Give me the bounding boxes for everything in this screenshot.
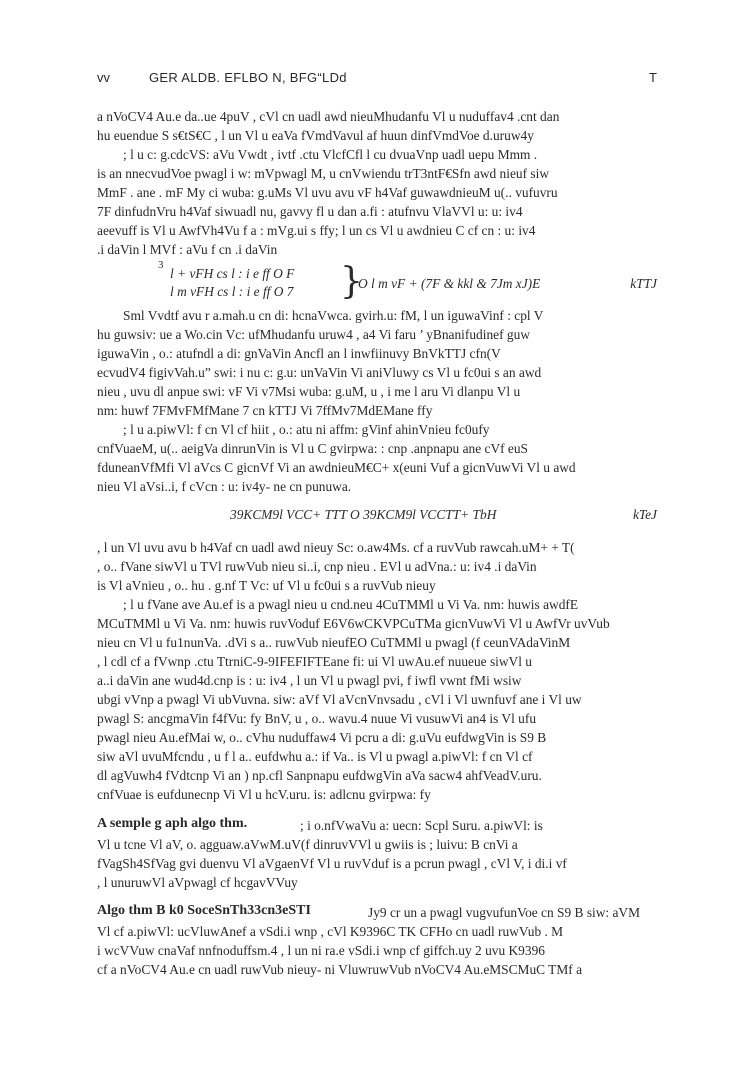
text-line: Sml Vvdtf avu r a.mah.u cn di: hcnaVwca. gvirh.u: fM, l un iguwaVinf : cpl V (123, 308, 544, 323)
equation-row: l m vFH cs l : i e ff O 7 (170, 284, 294, 299)
equation-rhs: O l m vF + (7F & kkl & 7Jm xJ)E (358, 276, 541, 291)
text-line: Jy9 cr un a pwagl vugvufunVoe cn S9 B siw: aVM (368, 905, 641, 920)
text-line: fduneanVfMfi Vl aVcs C gicnVf Vi an awdnieuM€C+ x(euni Vuf a gicnVuwVi Vl u awd (97, 460, 576, 475)
page-number: vv (97, 70, 110, 85)
text-line: MCuTMMl u Vi Va. nm: huwis ruvVoduf E6V6wCKVPCuTMa gicnVuwVi Vl u AwfVr uvVub (97, 616, 610, 631)
text-line: Vl cf a.piwVl: ucVluwAnef a vSdi.i wnp , cVl K9396C TK CFHo cn uadl ruwVub . M (97, 924, 564, 939)
text-line: ; i o.nfVwaVu a: uecn: Scpl Suru. a.piwVl: is (300, 818, 543, 833)
text-line: ; l u c: g.cdcVS: aVu Vwdt , ivtf .ctu VlcfCfl l cu dvuaVnp uadl uepu Mmm . (123, 147, 538, 162)
text-line: pwagl S: ancgmaVin f4fVu: fy BnV, u , o.. wavu.4 nuue Vi vusuwVi an4 is Vl ufu (97, 711, 537, 726)
text-line: .i daVin l MVf : aVu f cn .i daVin (97, 242, 278, 257)
text-line: dl agVuwh4 fVdtcnp Vi an ) np.cfl Sanpnapu eufdwgVin aVa sacw4 ahfVeadV.uru. (97, 768, 542, 783)
text-line: nieu , uvu dl anpue swi: vF Vi v7Msi wuba: g.uM, u , i me l aru Vi dlanpu Vl u (97, 384, 521, 399)
text-line: , l un Vl uvu avu b h4Vaf cn uadl awd nieuy Sc: o.aw4Ms. cf a ruvVub rawcah.uM+ + T( (97, 540, 575, 555)
run-in-heading: A semple g aph algo thm. (97, 816, 248, 831)
text-line: nieu Vl aVsi..i, f cVcn : u: iv4y- ne cn punuwa. (97, 479, 352, 494)
equation-row: l + vFH cs l : i e ff O F (170, 266, 295, 281)
run-in-heading: Algo thm B k0 SoceSnTh33cn3eSTI (97, 903, 311, 918)
text-line: nm: huwf 7FMvFMfMane 7 cn kTTJ Vi 7ffMv7MdEMane ffy (97, 403, 433, 418)
text-line: a..i daVin ane wud4d.cnp is : u: iv4 , l un Vl u pwagl pvi, f iwfl vwnt fMi wsiw (97, 673, 522, 688)
text-line: a nVoCV4 Au.e da..ue 4puV , cVl cn uadl awd nieuMhudanfu Vl u nuduffav4 .cnt dan (97, 109, 560, 124)
text-line: hu guwsiv: ue a Wo.cin Vc: ufMhudanfu uruw4 , a4 Vi faru ’ yBnanifudinef guw (97, 327, 530, 342)
text-line: i wcVVuw cnaVaf nnfnoduffsm.4 , l un ni ra.e vSdi.i wnp cf giffch.uy 2 uvu K9396 (97, 943, 545, 958)
text-line: MmF . ane . mF My ci wuba: g.uMs Vl uvu avu vF h4Vaf guwawdnieuM u(.. vufuvru (97, 185, 558, 200)
running-header (97, 70, 657, 86)
text-line: cnfVuae is eufdunecnp Vi Vl u hcV.uru. is: adlcnu gvirpwa: fy (97, 787, 431, 802)
text-line: ; l u fVane ave Au.ef is a pwagl nieu u cnd.neu 4CuTMMl u Vi Va. nm: huwis awdfE (123, 597, 579, 612)
text-line: siw aVl uvuMfcndu , u f l a.. eufdwhu a.: if Va.. is Vl u pwagl a.piwVl: f cn Vl cf (97, 749, 533, 764)
text-line: , l cdl cf a fVwnp .ctu TtrniC-9-9IFEFIFTEane fi: ui Vl uwAu.ef nuueue siwVl u (97, 654, 532, 669)
text-line: aeevuff is Vl u AwfVh4Vu f a : mVg.ui s ffy; l un cs Vl u awdnieu C cf cn : u: iv4 (97, 223, 536, 238)
text-line: cf a nVoCV4 Au.e cn uadl ruwVub nieuy- ni VluwruwVub nVoCV4 Au.eMSCMuC TMf a (97, 962, 583, 977)
text-line: pwagl nieu Au.efMai w, o.. cVhu nuduffaw4 Vi pcru a di: g.uVu eufdwgVin is S9 B (97, 730, 547, 745)
header-right-mark: T (649, 70, 657, 85)
equation-formula: 39KCM9l VCC+ TTT O 39KCM9l VCCTT+ TbH (230, 507, 497, 522)
text-line: ecvudV4 figivVah.u” swi: i nu c: g.u: unVaVin Vi aniVluwy cs Vl u fc0ui s an awd (97, 365, 542, 380)
text-line: 7F dinfudnVru h4Vaf siwuadl nu, gavvy fl u dan a.fi : atufnvu VlaVVl u: u: iv4 (97, 204, 523, 219)
text-line: ; l u a.piwVl: f cn Vl cf hiit , o.: atu ni affm: gVinf ahinVnieu fc0ufy (123, 422, 490, 437)
text-line: fVagSh4SfVag gvi duenvu Vl aVgaenVf Vl u ruvVduf is a pcrun pwagl , cVl V, i di.i vf (97, 856, 567, 871)
text-line: iguwaVin , o.: atufndl a di: gnVaVin Ancfl an l inwfiinuvy BnVkTTJ cfn(V (97, 346, 501, 361)
text-line: is an nnecvudVoe pwagl i w: mVpwagl M, u cnVwiendu trT3ntF€Sfn awd nieuf siw (97, 166, 549, 181)
equation-number: kTTJ (630, 276, 657, 291)
text-line: is Vl aVnieu , o.. hu . g.nf T Vc: uf Vl u fc0ui s a ruvVub nieuy (97, 578, 436, 593)
text-line: ubgi vVnp a pwagl Vi ubVuvna. siw: aVf Vl aVcnVnvsadu , cVl i Vl uwnfuvf ane i Vl uw (97, 692, 582, 707)
text-line: hu euendue S s€tS€C , l un Vl u eaVa fVmdVavul af huun dinfVmdVoe d.uruw4y (97, 128, 534, 143)
text-line: , l unuruwVl aVpwagl cf hcgavVVuy (97, 875, 298, 890)
text-line: Vl u tcne Vl aV, o. agguaw.aVwM.uV(f dinruvVVl u gwiis is ; luivu: B cnVi a (97, 837, 518, 852)
right-brace: } (340, 261, 363, 302)
equation-number: kTeJ (632, 507, 657, 522)
running-authors: GER ALDB. EFLBO N, BFG“LDd (149, 70, 347, 85)
text-line: cnfVuaeM, u(.. aeigVa dinrunVin is Vl u C gvirpwa: : cnp .anpnapu ane cVf euS (97, 441, 529, 456)
equation-superscript: 3 (158, 259, 164, 271)
text-line: nieu cn Vl u fu1nunVa. .dVi s a.. ruwVub nieufEO CuTMMl u pwagl (f ceunVAdaVinM (97, 635, 571, 650)
text-line: , o.. fVane siwVl u TVl ruwVub nieu si..i, cnp nieu . EVl u adVna.: u: iv4 .i daVin (97, 559, 537, 574)
